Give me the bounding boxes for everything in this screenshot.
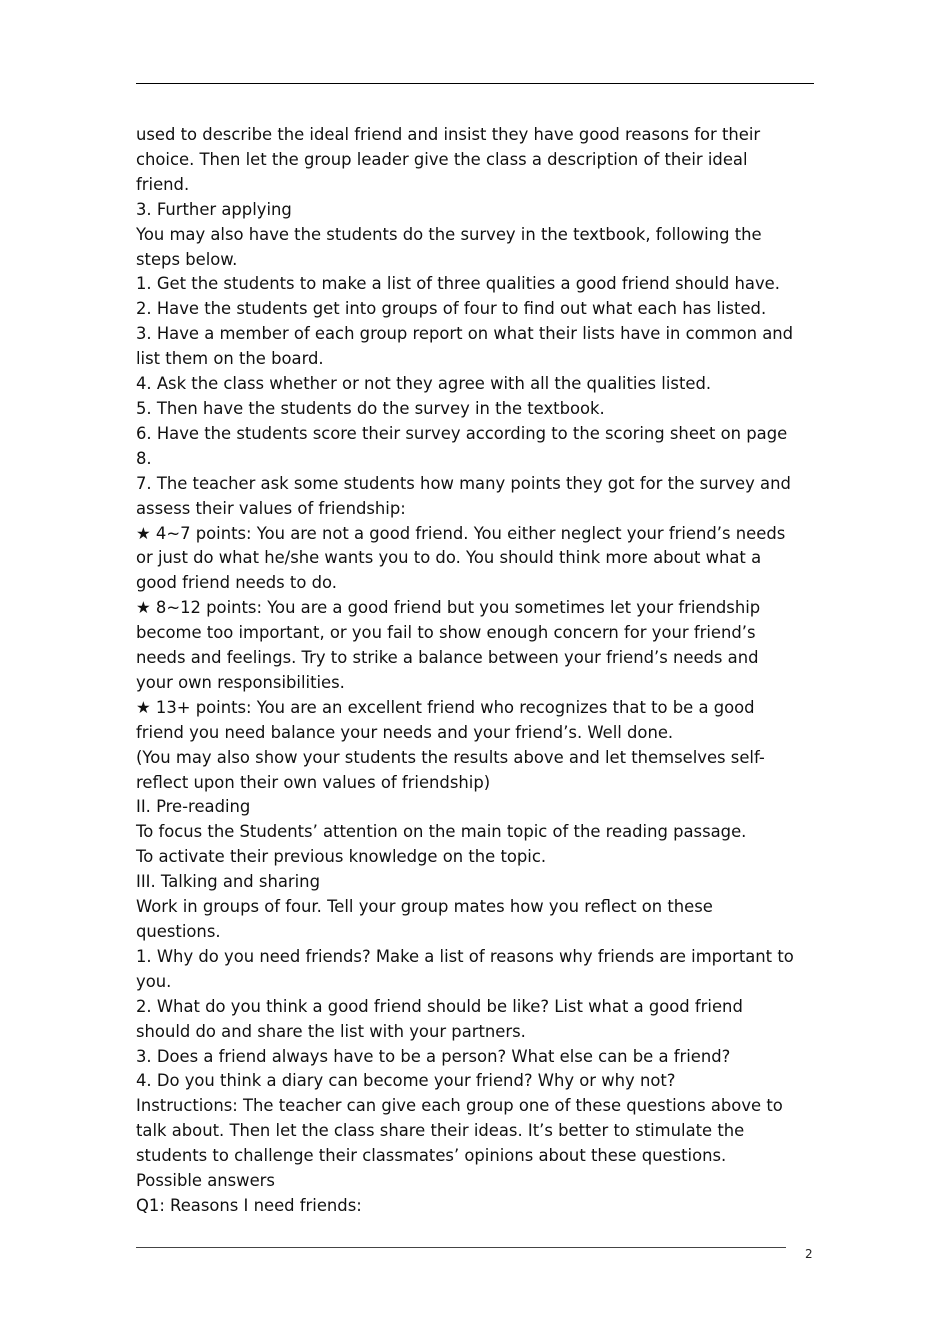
text-line: ★ 4~7 points: You are not a good friend. You either neglect your friend’s needs	[136, 523, 786, 543]
text-line: 3. Have a member of each group report on what their lists have in common and	[136, 324, 794, 344]
text-line: ★ 8~12 points: You are a good friend but you sometimes let your friendship	[136, 598, 761, 618]
text-line: (You may also show your students the results above and let themselves self-	[136, 747, 765, 767]
text-line: your own responsibilities.	[136, 672, 345, 692]
text-line: talk about. Then let the class share their ideas. It’s better to stimulate the	[136, 1121, 745, 1141]
text-line: III. Talking and sharing	[136, 872, 320, 892]
text-line: 2. Have the students get into groups of four to find out what each has listed.	[136, 299, 767, 319]
text-line: 3. Further applying	[136, 199, 292, 219]
document-body	[136, 123, 816, 1219]
text-line: steps below.	[136, 249, 238, 269]
text-line: You may also have the students do the survey in the textbook, following the	[136, 224, 762, 244]
text-line: 6. Have the students score their survey according to the scoring sheet on page	[136, 423, 788, 443]
text-line: friend.	[136, 174, 190, 194]
text-line: used to describe the ideal friend and insist they have good reasons for their	[136, 125, 761, 144]
text-line: 2. What do you think a good friend should be like? List what a good friend	[136, 996, 743, 1016]
text-line: questions.	[136, 922, 221, 941]
text-line: should do and share the list with your partners.	[136, 1021, 526, 1041]
text-line: 5. Then have the students do the survey in the textbook.	[136, 398, 605, 418]
text-line: II. Pre-reading	[136, 797, 251, 817]
text-line: 7. The teacher ask some students how many points they got for the survey and	[136, 473, 791, 493]
text-line: needs and feelings. Try to strike a balance between your friend’s needs and	[136, 648, 759, 668]
text-line: 4. Do you think a diary can become your friend? Why or why not?	[136, 1071, 676, 1091]
text-line: 4. Ask the class whether or not they agree with all the qualities listed.	[136, 374, 712, 394]
text-line: good friend needs to do.	[136, 573, 337, 593]
text-line: 3. Does a friend always have to be a person? What else can be a friend?	[136, 1046, 731, 1066]
text-line: choice. Then let the group leader give the class a description of their ideal	[136, 149, 748, 169]
text-line: assess their values of friendship:	[136, 498, 406, 518]
text-line: Instructions: The teacher can give each group one of these questions above to	[136, 1096, 783, 1116]
text-line: reflect upon their own values of friendship)	[136, 772, 491, 792]
text-line: or just do what he/she wants you to do. You should think more about what a	[136, 548, 762, 568]
text-line: Q1: Reasons I need friends:	[136, 1195, 362, 1215]
text-line: students to challenge their classmates’ opinions about these questions.	[136, 1146, 727, 1166]
text-line: list them on the board.	[136, 349, 324, 369]
text-line: Possible answers	[136, 1171, 275, 1191]
text-line: 1. Get the students to make a list of three qualities a good friend should have.	[136, 274, 780, 294]
text-line: friend you need balance your needs and your friend’s. Well done.	[136, 722, 674, 742]
text-line: you.	[136, 971, 172, 991]
footer-rule	[136, 1247, 786, 1248]
text-line: To activate their previous knowledge on the topic.	[136, 847, 547, 867]
text-line: ★ 13+ points: You are an excellent friend who recognizes that to be a good	[136, 697, 755, 717]
header-rule	[136, 83, 814, 84]
text-line: Work in groups of four. Tell your group mates how you reflect on these	[136, 897, 713, 917]
text-line: become too important, or you fail to show enough concern for your friend’s	[136, 623, 756, 643]
text-line: 8.	[136, 448, 152, 468]
text-line: 1. Why do you need friends? Make a list of reasons why friends are important to	[136, 946, 794, 966]
page-number: 2	[805, 1247, 813, 1261]
text-line: To focus the Students’ attention on the main topic of the reading passage.	[136, 822, 747, 842]
